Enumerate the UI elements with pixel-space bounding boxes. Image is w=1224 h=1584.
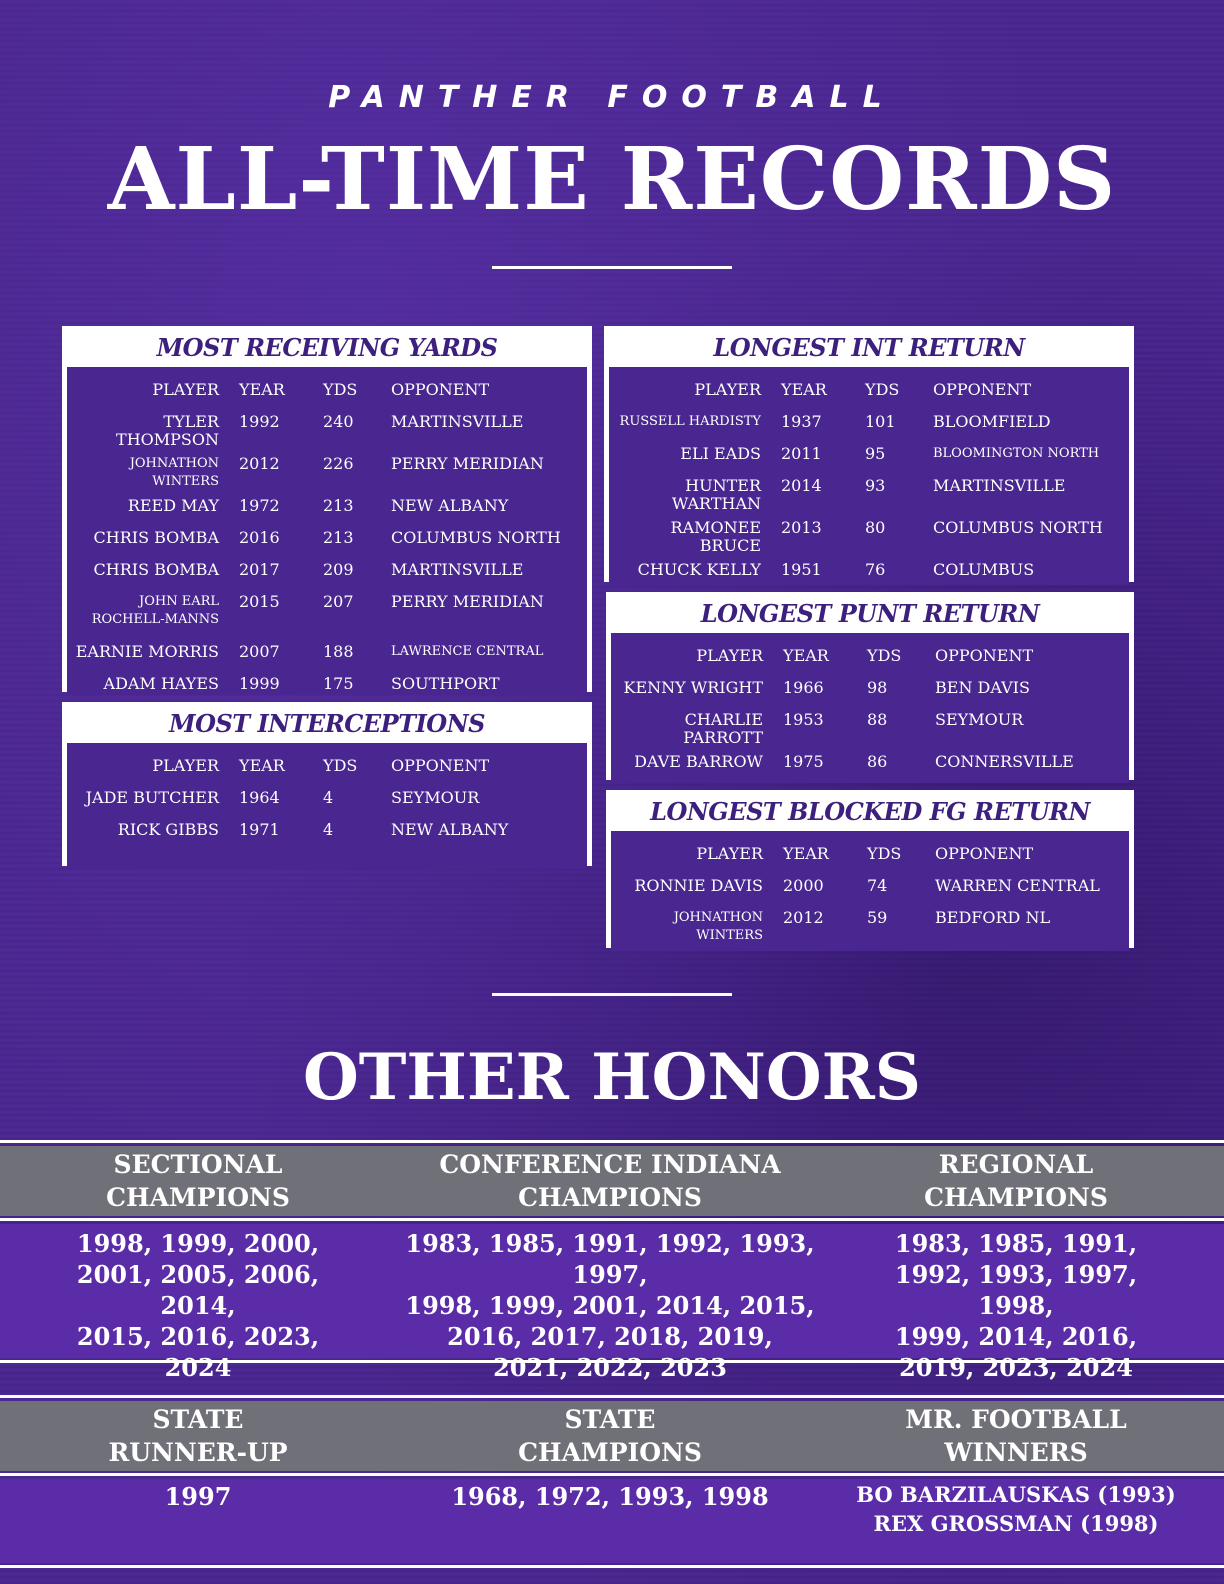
table-row [611, 673, 1129, 705]
column-header-yds: YDS [865, 380, 900, 399]
yds-cell: 175 [323, 674, 354, 693]
yds-cell: 95 [865, 444, 886, 463]
year-cell: 1937 [781, 412, 822, 431]
table-row [609, 555, 1129, 587]
record-title: LONGEST BLOCKED FG RETURN [650, 797, 1090, 826]
year-cell: 1953 [783, 710, 824, 729]
player-cell: HUNTER WARTHAN [671, 476, 761, 513]
band-border [0, 1473, 1224, 1476]
record-title: MOST INTERCEPTIONS [169, 709, 485, 738]
year-cell: 2000 [783, 876, 824, 895]
player-cell: EARNIE MORRIS [75, 642, 219, 661]
opponent-cell: BEDFORD NL [935, 908, 1051, 927]
year-cell: 2016 [239, 528, 280, 547]
table-row [67, 587, 587, 637]
column-header-player: PLAYER [152, 380, 219, 399]
record-box-interceptions [62, 702, 592, 866]
table-row [609, 471, 1129, 513]
table-row [611, 903, 1129, 945]
record-box-receiving [62, 326, 592, 692]
table-row [67, 783, 587, 815]
column-header-opponent: OPPONENT [391, 380, 490, 399]
yds-cell: 207 [323, 592, 354, 611]
table-row [611, 871, 1129, 903]
honors-heading-runner-up: STATE RUNNER-UP [108, 1405, 288, 1467]
column-header-yds: YDS [867, 646, 902, 665]
opponent-cell: COLUMBUS NORTH [391, 528, 561, 547]
player-cell: KENNY WRIGHT [623, 678, 763, 697]
record-title: MOST RECEIVING YARDS [156, 333, 498, 362]
yds-cell: 76 [865, 560, 886, 579]
year-cell: 1992 [239, 412, 280, 431]
opponent-cell: PERRY MERIDIAN [391, 454, 544, 473]
table-header-row [611, 839, 1129, 871]
opponent-cell: SEYMOUR [391, 788, 480, 807]
column-header-opponent: OPPONENT [935, 646, 1034, 665]
column-header-year: YEAR [781, 380, 827, 399]
table-row [609, 439, 1129, 471]
year-cell: 1972 [239, 496, 280, 515]
band-border [0, 1218, 1224, 1221]
year-cell: 1964 [239, 788, 280, 807]
opponent-cell: MARTINSVILLE [391, 412, 524, 431]
player-cell: TYLER THOMPSON [116, 412, 219, 449]
opponent-cell: SEYMOUR [935, 710, 1024, 729]
year-cell: 2012 [783, 908, 824, 927]
record-title: LONGEST INT RETURN [713, 333, 1025, 362]
opponent-cell: COLUMBUS [933, 560, 1035, 579]
table-row [67, 407, 587, 449]
column-header-yds: YDS [323, 756, 358, 775]
honors-values-regional: 1983, 1985, 1991, 1992, 1993, 1997, 1998, 1999, 2014, 2016, 2019, 2023, 2024 [894, 1229, 1138, 1382]
year-cell: 2014 [781, 476, 822, 495]
honors-heading-conference: CONFERENCE INDIANA CHAMPIONS [439, 1150, 781, 1212]
year-cell: 2015 [239, 592, 280, 611]
year-cell: 2007 [239, 642, 280, 661]
band-border [0, 1565, 1224, 1568]
opponent-cell: MARTINSVILLE [391, 560, 524, 579]
opponent-cell: COLUMBUS NORTH [933, 518, 1103, 537]
opponent-cell: BLOOMFIELD [933, 412, 1051, 431]
player-cell: REED MAY [127, 496, 219, 515]
honors-values-conference: 1983, 1985, 1991, 1992, 1993, 1997, 1998, 1999, 2001, 2014, 2015, 2016, 2017, 2018, 2019, 2021, 2022, 2023 [405, 1229, 815, 1382]
divider-top [492, 266, 732, 269]
player-cell: JOHN EARL ROCHELL-MANNS [91, 594, 219, 627]
column-header-yds: YDS [323, 380, 358, 399]
yds-cell: 59 [867, 908, 888, 927]
player-cell: RAMONEE BRUCE [670, 518, 761, 555]
player-cell: DAVE BARROW [634, 752, 763, 771]
player-cell: CHRIS BOMBA [93, 528, 219, 547]
year-cell: 2011 [781, 444, 822, 463]
year-cell: 1971 [239, 820, 280, 839]
player-cell: ELI EADS [680, 444, 761, 463]
column-header-opponent: OPPONENT [933, 380, 1032, 399]
opponent-cell: BEN DAVIS [935, 678, 1030, 697]
table-header-row [611, 641, 1129, 673]
record-box-punt-return [606, 592, 1134, 780]
yds-cell: 74 [867, 876, 888, 895]
opponent-cell: MARTINSVILLE [933, 476, 1066, 495]
honors-values-mr-football: BO BARZILAUSKAS (1993) REX GROSSMAN (1998) [856, 1482, 1176, 1536]
year-cell: 2013 [781, 518, 822, 537]
column-header-year: YEAR [783, 646, 829, 665]
column-header-player: PLAYER [694, 380, 761, 399]
record-table [611, 831, 1129, 951]
honors-heading-sectional: SECTIONAL CHAMPIONS [106, 1150, 290, 1212]
table-header-row [67, 375, 587, 407]
player-cell: RUSSELL HARDISTY [619, 414, 761, 429]
record-title: LONGEST PUNT RETURN [700, 599, 1040, 628]
yds-cell: 226 [323, 454, 354, 473]
yds-cell: 240 [323, 412, 354, 431]
column-header-player: PLAYER [696, 646, 763, 665]
honors-title: OTHER HONORS [303, 1040, 921, 1115]
opponent-cell: BLOOMINGTON NORTH [933, 446, 1100, 461]
honors-heading-mr-football: MR. FOOTBALL WINNERS [905, 1405, 1127, 1467]
table-row [67, 449, 587, 491]
table-row [611, 705, 1129, 747]
record-table [609, 367, 1129, 585]
opponent-cell: LAWRENCE CENTRAL [391, 644, 544, 659]
year-cell: 2017 [239, 560, 280, 579]
yds-cell: 4 [323, 820, 334, 839]
yds-cell: 209 [323, 560, 354, 579]
record-box-int-return [604, 326, 1134, 582]
player-cell: RONNIE DAVIS [634, 876, 763, 895]
year-cell: 1975 [783, 752, 824, 771]
year-cell: 1951 [781, 560, 822, 579]
column-header-opponent: OPPONENT [935, 844, 1034, 863]
opponent-cell: NEW ALBANY [391, 820, 509, 839]
table-row [611, 747, 1129, 779]
yds-cell: 86 [867, 752, 888, 771]
table-row [67, 555, 587, 587]
player-cell: CHRIS BOMBA [93, 560, 219, 579]
year-cell: 1999 [239, 674, 280, 693]
player-cell: RICK GIBBS [117, 820, 219, 839]
yds-cell: 188 [323, 642, 354, 661]
record-table [67, 367, 587, 695]
column-header-year: YEAR [239, 380, 285, 399]
player-cell: ADAM HAYES [103, 674, 219, 693]
year-cell: 2012 [239, 454, 280, 473]
table-row [67, 491, 587, 523]
column-header-player: PLAYER [152, 756, 219, 775]
record-table [611, 633, 1129, 783]
honors-values-runner-up: 1997 [164, 1482, 232, 1511]
table-row [67, 815, 587, 847]
honors-heading-regional: REGIONAL CHAMPIONS [924, 1150, 1108, 1212]
table-header-row [609, 375, 1129, 407]
yds-cell: 101 [865, 412, 896, 431]
opponent-cell: NEW ALBANY [391, 496, 509, 515]
yds-cell: 93 [865, 476, 886, 495]
opponent-cell: WARREN CENTRAL [935, 876, 1100, 895]
player-cell: CHUCK KELLY [637, 560, 761, 579]
record-table [67, 743, 587, 869]
band-border [0, 1395, 1224, 1398]
player-cell: JOHNATHON WINTERS [673, 910, 763, 943]
player-cell: CHARLIE PARROTT [683, 710, 763, 747]
year-cell: 1966 [783, 678, 824, 697]
honors-values-state: 1968, 1972, 1993, 1998 [451, 1482, 769, 1511]
yds-cell: 213 [323, 496, 354, 515]
yds-cell: 98 [867, 678, 888, 697]
column-header-yds: YDS [867, 844, 902, 863]
table-header-row [67, 751, 587, 783]
page-title: ALL-TIME RECORDS [107, 129, 1117, 230]
table-row [609, 407, 1129, 439]
opponent-cell: SOUTHPORT [391, 674, 500, 693]
opponent-cell: CONNERSVILLE [935, 752, 1074, 771]
table-row [67, 523, 587, 555]
kicker-text: PANTHER FOOTBALL [328, 80, 896, 115]
record-box-blocked-fg [606, 790, 1134, 948]
player-cell: JADE BUTCHER [85, 788, 219, 807]
column-header-year: YEAR [783, 844, 829, 863]
honors-heading-state: STATE CHAMPIONS [518, 1405, 702, 1467]
yds-cell: 88 [867, 710, 888, 729]
band-border [0, 1140, 1224, 1143]
opponent-cell: PERRY MERIDIAN [391, 592, 544, 611]
column-header-player: PLAYER [696, 844, 763, 863]
divider-middle [492, 993, 732, 996]
column-header-opponent: OPPONENT [391, 756, 490, 775]
player-cell: JOHNATHON WINTERS [129, 456, 219, 489]
column-header-year: YEAR [239, 756, 285, 775]
yds-cell: 213 [323, 528, 354, 547]
honors-values-sectional: 1998, 1999, 2000, 2001, 2005, 2006, 2014, 2015, 2016, 2023, 2024 [76, 1229, 320, 1382]
table-row [67, 637, 587, 669]
table-row [609, 513, 1129, 555]
yds-cell: 80 [865, 518, 886, 537]
yds-cell: 4 [323, 788, 334, 807]
table-row [67, 669, 587, 701]
